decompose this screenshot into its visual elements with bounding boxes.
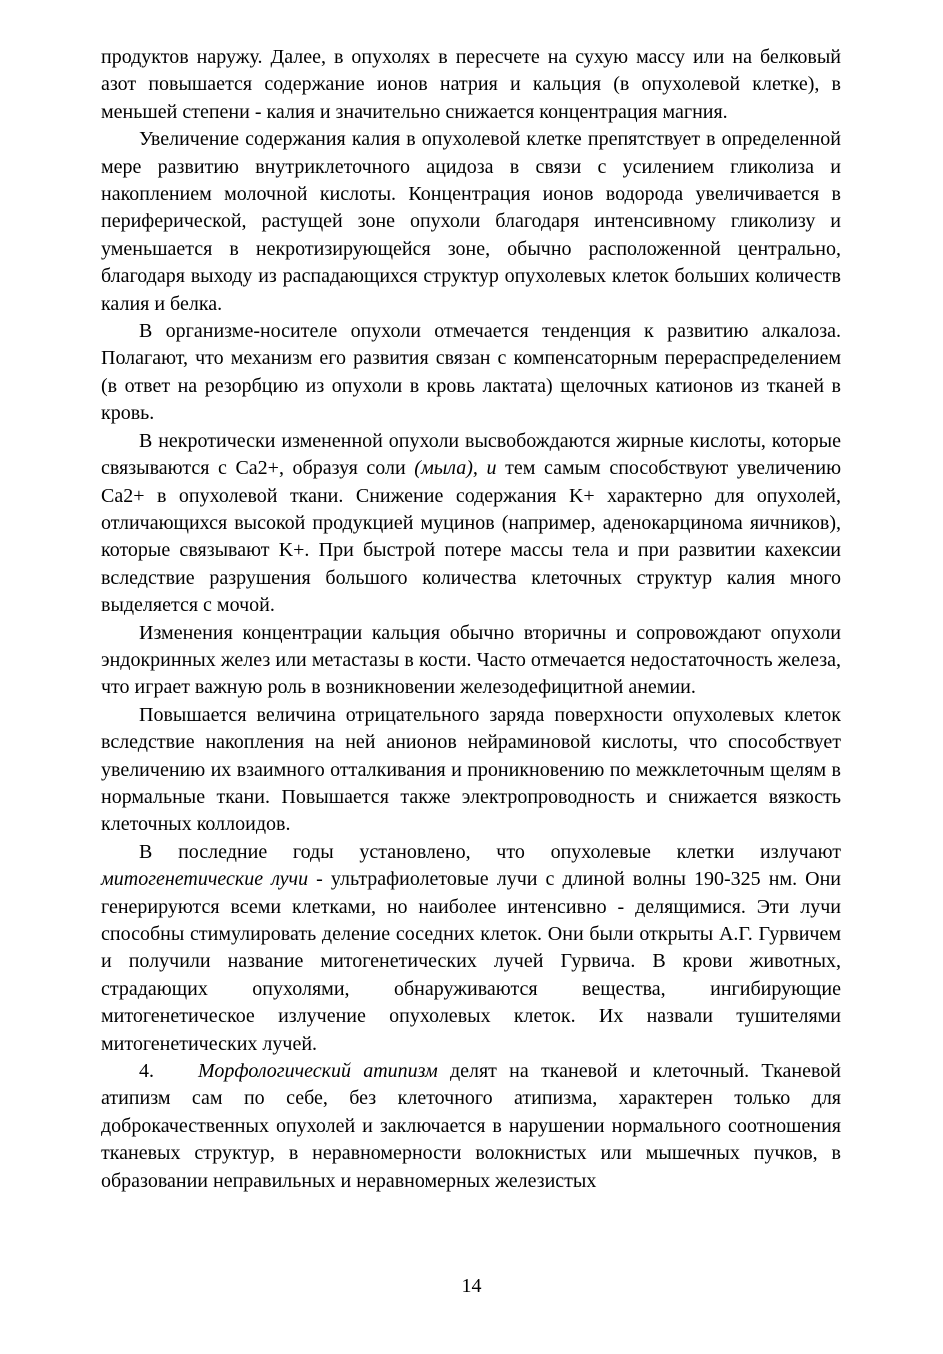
paragraph-fatty-acids-italic: (мыла), и	[414, 457, 497, 480]
paragraph-mitogenetic-part1: В последние годы установлено, что опухолевые клетки излучают	[139, 840, 841, 863]
paragraph-mitogenetic-part2: - ультрафиолетовые лучи с длиной волны 190-325 нм. Они генерируются всеми клетками, но наиболее интенсивно - делящимися. Эти лучи способны стимулировать деление соседних клеток. Они были открыты А.Г. Гурвичем и получили название митогенетических лучей Гурвича. В крови животных, страдающих опухолями, обнаруживаются вещества, ингибирующие митогенетическое излучение опухолевых клеток. Их назвали тушителями митогенетических лучей.	[101, 868, 842, 1055]
paragraph-fatty-acids-part1: В некротически измененной опухоли высвобождаются жирные кислоты, которые связываются с Ca2+, образуя соли	[101, 429, 841, 480]
page-body	[101, 44, 841, 1195]
list-item-italic-term: Морфологический атипизм	[198, 1060, 438, 1083]
page-number: 14	[461, 1275, 482, 1297]
paragraph-continuation: продуктов наружу. Далее, в опухолях в пересчете на сухую массу или на белковый азот повышается содержание ионов натрия и кальция (в опухолевой клетке), в меньшей степени - калия и значительно снижается концентрация магния.	[101, 46, 841, 123]
paragraph-mitogenetic-rays	[101, 839, 841, 1058]
paragraph-alkalosis: В организме-носителе опухоли отмечается тенденция к развитию алкалоза. Полагают, что механизм его развития связан с компенсаторным перераспределением (в ответ на резорбцию из опухоли в кровь лактата) щелочных катионов из тканей в кровь.	[101, 320, 841, 425]
paragraph-calcium-iron: Изменения концентрации кальция обычно вторичны и сопровождают опухоли эндокринных желез или метастазы в кости. Часто отмечается недостаточность железа, что играет важную роль в возникновении железодефицитной анемии.	[101, 621, 841, 699]
list-item-text: делят на тканевой и клеточный. Тканевой атипизм сам по себе, без клеточного атипизма, характерен только для доброкачественных опухолей и заключается в нарушении нормального соотношения тканевых структур, в неравномерности волокнистых или мышечных пучков, в образовании неправильных и неравномерных железистых	[101, 1060, 841, 1192]
paragraph-fatty-acids	[101, 428, 841, 620]
numbered-item-morphological-atypism	[101, 1058, 841, 1195]
paragraph-mitogenetic-italic: митогенетические лучи	[101, 868, 309, 891]
paragraph-surface-charge: Повышается величина отрицательного заряда поверхности опухолевых клеток вследствие накопления на ней анионов нейраминовой кислоты, что способствует увеличению их взаимного отталкивания и проникновению по межклеточным щелям в нормальные ткани. Повышается также электропроводность и снижается вязкость клеточных коллоидов.	[101, 703, 841, 836]
paragraph-fatty-acids-part2: тем самым способствуют увеличению Ca2+ в опухолевой ткани. Снижение содержания K+ характерно для опухолей, отличающихся высокой продукцией муцинов (например, аденокарцинома яичников), которые связывают K+. При быстрой потере массы тела и при развитии кахексии вследствие разрушения большого количества клеточных структур калия много выделяется с мочой.	[101, 457, 842, 617]
list-item-number: 4.	[139, 1060, 154, 1083]
paragraph-potassium-acidosis: Увеличение содержания калия в опухолевой клетке препятствует в определенной мере развитию внутриклеточного ацидоза в связи с усилением гликолиза и накоплением молочной кислоты. Концентрация ионов водорода увеличивается в периферической, растущей зоне опухоли благодаря интенсивному гликолизу и уменьшается в некротизирующейся зоне, обычно расположенной центрально, благодаря выходу из распадающихся структур опухолевых клеток больших количеств калия и белка.	[101, 128, 841, 315]
